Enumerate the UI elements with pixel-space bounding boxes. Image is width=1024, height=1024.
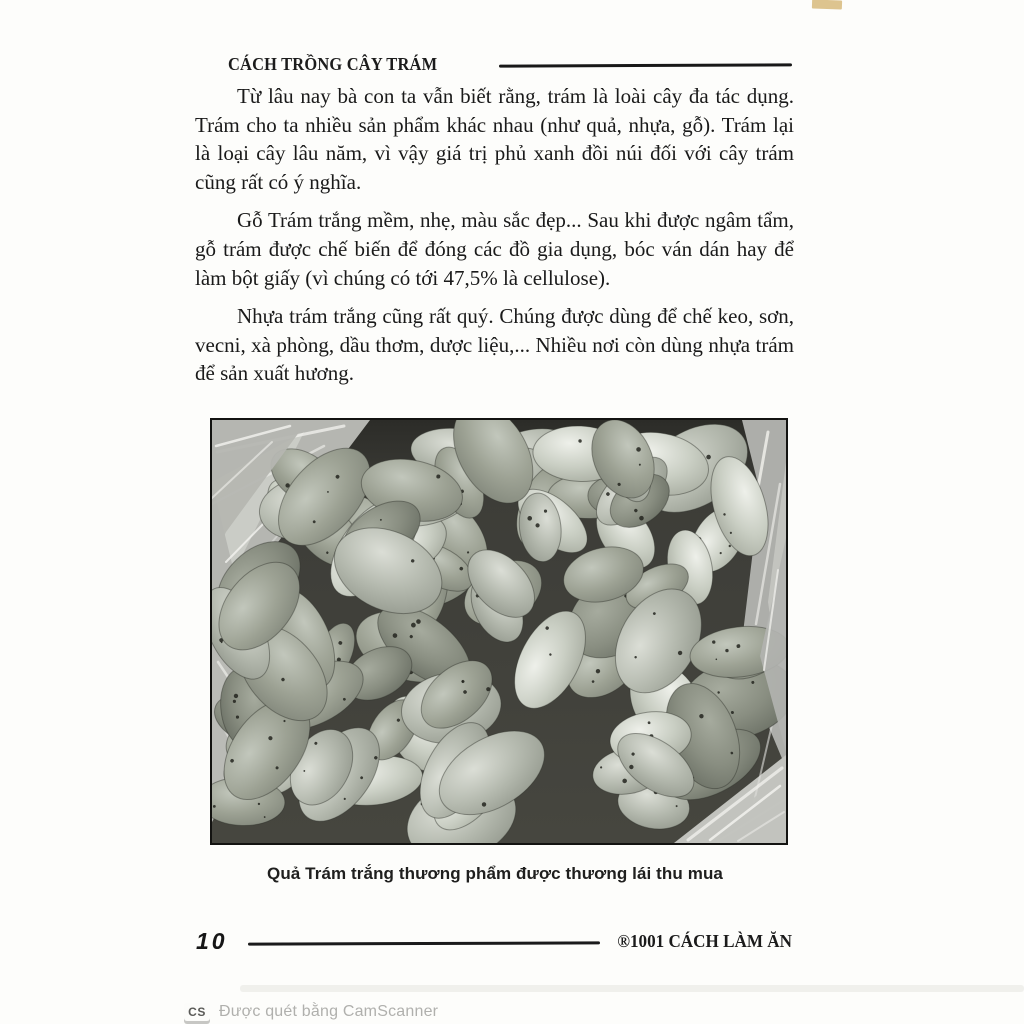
photo-illustration — [212, 420, 786, 843]
book-title: ®1001 CÁCH LÀM ĂN — [617, 931, 792, 951]
body-paragraph-3: Nhựa trám trắng cũng rất quý. Chúng được dùng để chế keo, sơn, vecni, xà phòng, dầu thơm, dược liệu,... Nhiều nơi còn dùng nhựa trám để sản xuất hương. — [195, 304, 794, 386]
camscanner-label: Được quét bằng CamScanner — [219, 1003, 439, 1020]
fruit-pile — [212, 420, 786, 843]
page-footer — [196, 928, 792, 955]
page-number: 10 — [196, 928, 228, 954]
page-header — [196, 54, 792, 75]
running-head: CÁCH TRỒNG CÂY TRÁM — [227, 54, 438, 74]
photo-tram-fruits — [210, 418, 788, 845]
body-text — [195, 82, 794, 398]
photo-caption: Quả Trám trắng thương phẩm được thương lái thu mua — [267, 864, 723, 883]
camscanner-bar — [184, 1000, 438, 1024]
camscanner-icon: CS — [184, 1003, 210, 1021]
scan-smudge — [240, 985, 1024, 992]
footer-rule — [248, 941, 600, 945]
sticky-note-mark — [812, 0, 842, 10]
body-paragraph-1: Từ lâu nay bà con ta vẫn biết rằng, trám là loài cây đa tác dụng. Trám cho ta nhiều sản phẩm khác nhau (như quả, nhựa, gỗ). Trám lại là loại cây lâu năm, vì vậy giá trị phủ xanh đồi núi đối với cây trám cũng rất có ý nghĩa. — [195, 84, 794, 194]
body-paragraph-2: Gỗ Trám trắng mềm, nhẹ, màu sắc đẹp... Sau khi được ngâm tẩm, gỗ trám được chế biến để đóng các đồ gia dụng, bóc ván dán hay để làm bột giấy (vì chúng có tới 47,5% là cellulose). — [195, 208, 794, 290]
header-rule — [499, 63, 792, 67]
